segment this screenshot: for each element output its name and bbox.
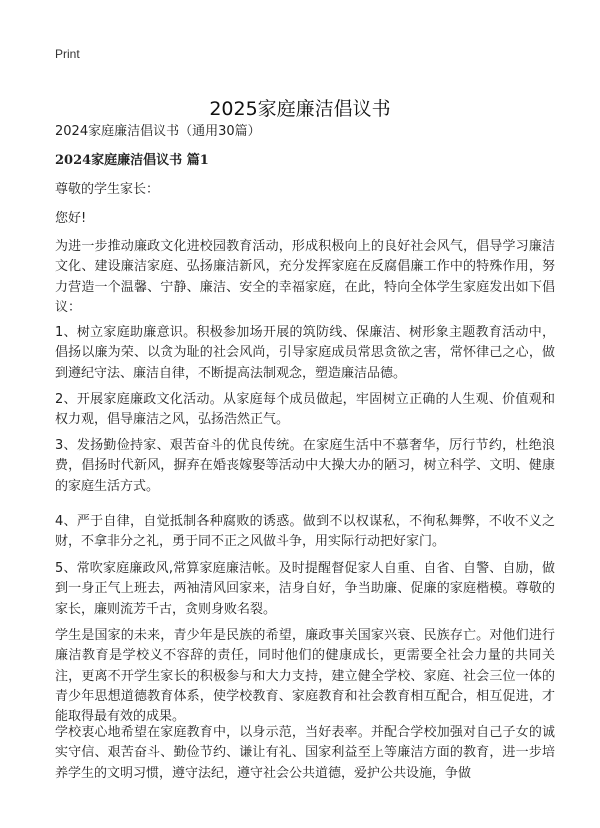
section-heading: 2024家庭廉洁倡议书 篇1 <box>55 153 209 168</box>
print-link[interactable]: Print <box>55 47 80 61</box>
document-subtitle: 2024家庭廉洁倡议书（通用30篇） <box>55 124 261 139</box>
salutation: 尊敬的学生家长： <box>55 182 160 197</box>
paragraph-students: 学生是国家的未来，青少年是民族的希望，廉政事关国家兴衰、民族存亡。对他们进行廉洁教育是学校义不容辞的责任，同时他们的健康成长，更需要全社会力量的共同关注，更离不开学生家长的积极参与和大力支持，建立健全学校、家庭、社会三位一体的青少年思想道德教育体系，使学校教育、家庭教育和社会教育相互配合，相互促进，才能取得最有效的成果。 <box>55 628 555 725</box>
paragraph-intro: 为进一步推动廉政文化进校园教育活动，形成积极向上的良好社会风气，倡导学习廉洁文化、建设廉洁家庭、弘扬廉洁新风，充分发挥家庭在反腐倡廉工作中的特殊作用，努力营造一个温馨、宁静、廉洁、安全的幸福家庭，在此，特向全体学生家庭发出如下倡议： <box>55 239 555 315</box>
document-title: 2025家庭廉洁倡议书 <box>209 97 391 120</box>
greeting: 您好! <box>55 211 87 226</box>
paragraph-item-4: 4、严于自律，自觉抵制各种腐败的诱惑。做到不以权谋私，不徇私舞弊，不收不义之财，不拿非分之礼，勇于同不正之风做斗争，用实际行动把好家门。 <box>55 514 555 550</box>
paragraph-item-2: 2、开展家庭廉政文化活动。从家庭每个成员做起，牢固树立正确的人生观、价值观和权力观，倡导廉洁之风，弘扬浩然正气。 <box>55 392 555 428</box>
paragraph-item-3: 3、发扬勤俭持家、艰苦奋斗的优良传统。在家庭生活中不慕奢华，厉行节约，杜绝浪费，倡扬时代新风，摒弃在婚丧嫁娶等活动中大操大办的陋习，树立科学、文明、健康的家庭生活方式。 <box>55 438 555 494</box>
paragraph-item-1: 1、树立家庭助廉意识。积极参加场开展的筑防线、保廉洁、树形象主题教育活动中，倡扬以廉为荣、以贪为耻的社会风尚，引导家庭成员常思贪欲之害，常怀律己之心，做到遵纪守法、廉洁自律，不断提高法制观念，塑造廉洁品德。 <box>55 325 555 381</box>
paragraph-school: 学校衷心地希望在家庭教育中，以身示范，当好表率。并配合学校加强对自己子女的诚实守信、艰苦奋斗、勤俭节约、谦让有礼、国家利益至上等廉洁方面的教育，进一步培养学生的文明习惯，遵守法纪，遵守社会公共道德，爱护公共设施，争做 <box>55 725 555 781</box>
paragraph-item-5: 5、常吹家庭廉政风,常算家庭廉洁帐。及时提醒督促家人自重、自省、自警、自励，做到一身正气上班去，两袖清风回家来，洁身自好，争当助廉、促廉的家庭楷模。尊敬的家长，廉则流芳千古，贪则身败名裂。 <box>55 561 555 617</box>
